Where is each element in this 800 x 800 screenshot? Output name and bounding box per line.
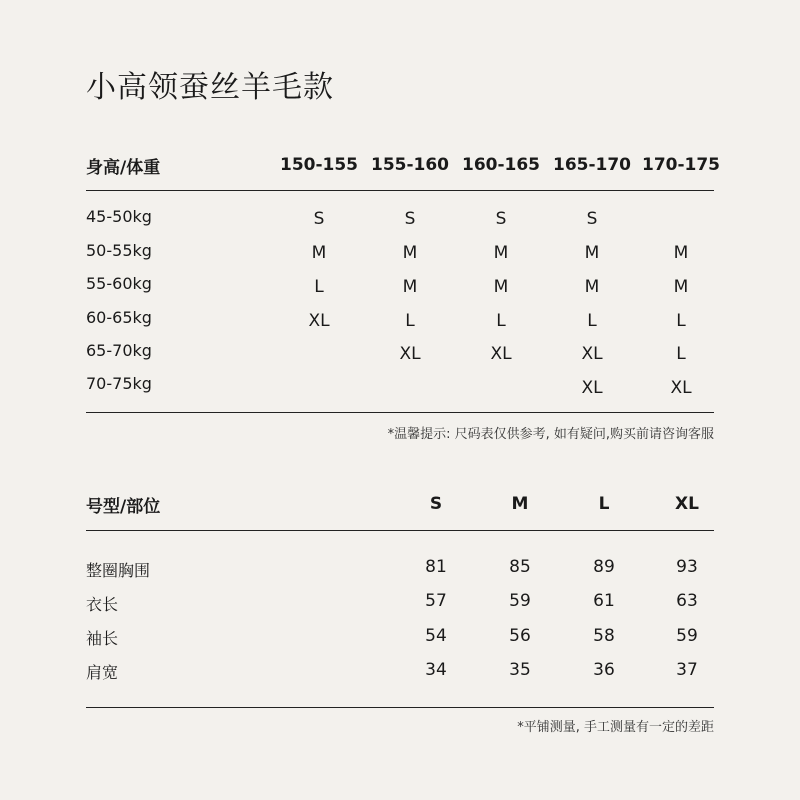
measure-chart-cell: 61 <box>593 591 615 611</box>
size-chart-cell: L <box>314 277 324 297</box>
measure-chart-cell: 56 <box>509 626 531 646</box>
size-chart-cell: S <box>404 209 416 229</box>
measure-chart-cell: 54 <box>425 626 447 646</box>
measure-chart-cell: 35 <box>509 660 531 680</box>
measure-chart-cell: 89 <box>593 557 615 577</box>
size-chart-cell: L <box>676 311 686 331</box>
measure-chart-bottom-divider <box>86 707 714 708</box>
size-chart-cell: M <box>673 243 689 263</box>
size-chart-cell: XL <box>581 344 603 364</box>
size-chart-cell: L <box>496 311 506 331</box>
size-chart-row-label: 45-50kg <box>86 207 152 226</box>
size-chart-cell: XL <box>581 378 603 398</box>
size-chart-col-header: 170-175 <box>641 155 721 175</box>
size-chart-note: *温馨提示: 尺码表仅供参考, 如有疑问,购买前请咨询客服 <box>387 427 714 442</box>
size-chart-cell: S <box>313 209 325 229</box>
size-chart-row-label: 55-60kg <box>86 274 152 293</box>
size-chart-cell: XL <box>670 378 692 398</box>
size-chart-cell: L <box>676 344 686 364</box>
size-chart-cell: M <box>311 243 327 263</box>
measure-chart-row-label: 衣长 <box>86 595 119 614</box>
size-chart-cell: M <box>493 277 509 297</box>
size-chart-row-label: 60-65kg <box>86 308 152 327</box>
measure-chart-cell: 37 <box>676 660 698 680</box>
measure-chart-row-label: 整圈胸围 <box>86 561 151 580</box>
size-chart-row-label: 70-75kg <box>86 374 152 393</box>
size-chart-cell: XL <box>490 344 512 364</box>
size-chart-bottom-divider <box>86 412 714 413</box>
measure-chart-corner-label: 号型/部位 <box>86 497 161 517</box>
size-chart-col-header: 165-170 <box>552 155 632 175</box>
measure-chart-row-label: 袖长 <box>86 629 119 648</box>
size-chart-col-header: 155-160 <box>370 155 450 175</box>
measure-chart-cell: 34 <box>425 660 447 680</box>
measure-chart-header-divider <box>86 530 714 531</box>
measure-chart-col-header: L <box>598 494 610 514</box>
size-chart-header-divider <box>86 190 714 191</box>
measure-chart-col-header: M <box>511 494 529 514</box>
size-chart-cell: M <box>584 277 600 297</box>
size-chart-cell: L <box>405 311 415 331</box>
measure-chart-cell: 85 <box>509 557 531 577</box>
size-chart-cell: L <box>587 311 597 331</box>
measure-chart-cell: 59 <box>676 626 698 646</box>
page-title: 小高领蚕丝羊毛款 <box>86 70 334 105</box>
measure-chart-cell: 57 <box>425 591 447 611</box>
measure-chart-note: *平铺测量, 手工测量有一定的差距 <box>517 720 714 735</box>
measure-chart-cell: 93 <box>676 557 698 577</box>
measure-chart-cell: 63 <box>676 591 698 611</box>
measure-chart-col-header: S <box>429 494 443 514</box>
measure-chart-cell: 59 <box>509 591 531 611</box>
size-chart-row-label: 50-55kg <box>86 241 152 260</box>
measure-chart-row-label: 肩宽 <box>86 663 119 682</box>
size-chart-cell: M <box>402 277 418 297</box>
size-chart-cell: XL <box>308 311 330 331</box>
measure-chart-cell: 81 <box>425 557 447 577</box>
size-chart-row-label: 65-70kg <box>86 341 152 360</box>
size-chart-cell: M <box>493 243 509 263</box>
size-chart-col-header: 150-155 <box>279 155 359 175</box>
size-chart-cell: M <box>402 243 418 263</box>
size-chart-cell: M <box>673 277 689 297</box>
size-chart-cell: S <box>495 209 507 229</box>
measure-chart-col-header: XL <box>675 494 699 514</box>
measure-chart-cell: 58 <box>593 626 615 646</box>
size-chart-cell: XL <box>399 344 421 364</box>
size-chart-col-header: 160-165 <box>461 155 541 175</box>
size-chart-cell: M <box>584 243 600 263</box>
size-chart-cell: S <box>586 209 598 229</box>
size-chart-corner-label: 身高/体重 <box>86 158 161 178</box>
measure-chart-cell: 36 <box>593 660 615 680</box>
